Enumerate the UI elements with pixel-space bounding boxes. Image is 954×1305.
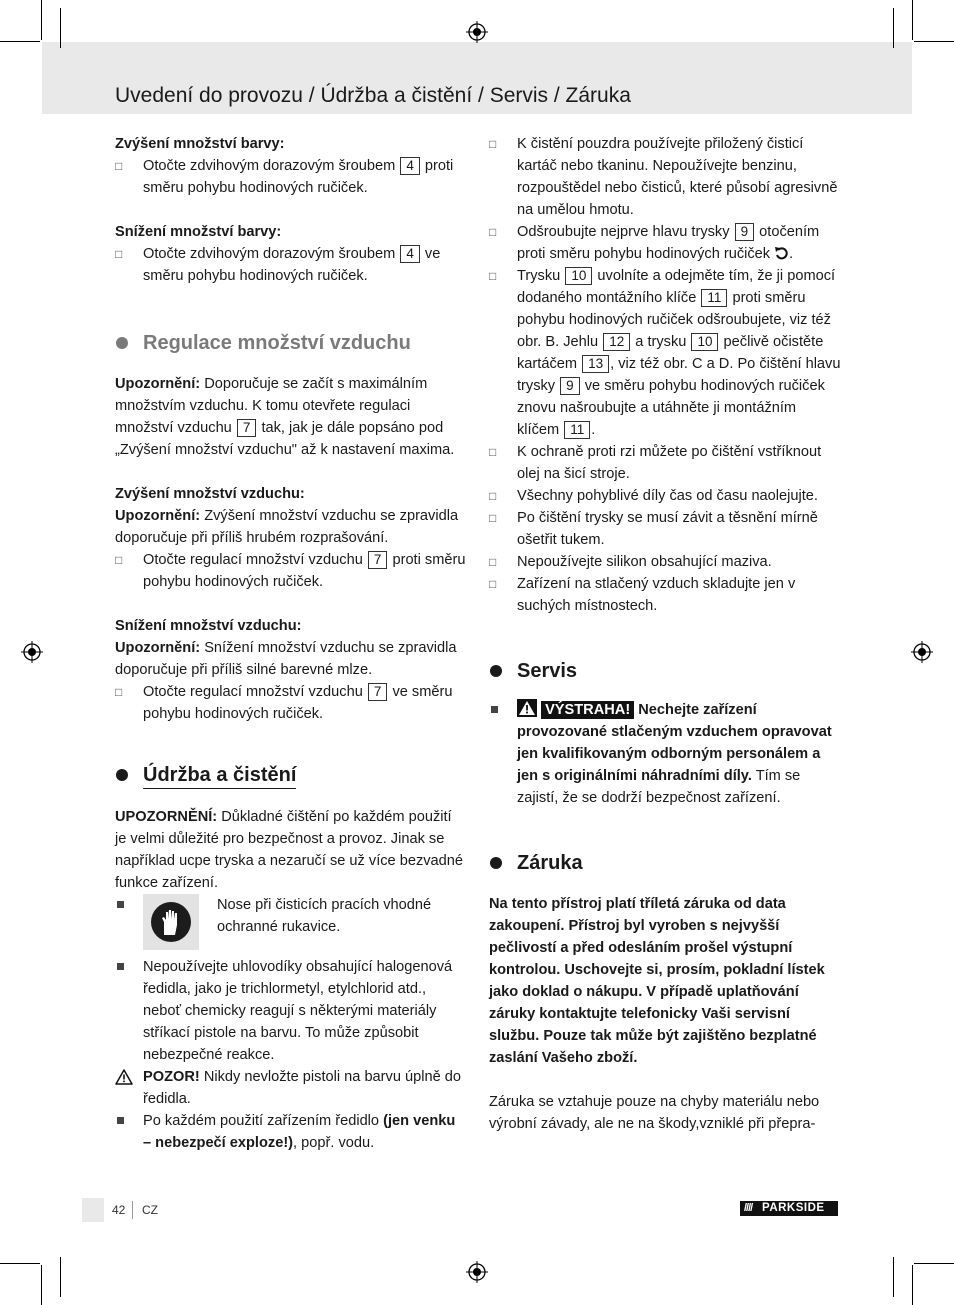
crop-mark: [41, 0, 42, 40]
checkbox-bullet-icon: □: [489, 511, 497, 525]
list-item-text: K čistění pouzdra používejte přiložený čisticí kartáč nebo tkaninu. Nepoužívejte benzinu, rozpouštědel nebo čisticů, které působí agresivně na umělou hmotu.: [517, 136, 838, 218]
paragraph: [115, 806, 467, 894]
crop-mark: [41, 1265, 42, 1305]
warning-badge: VÝSTRAHA!: [541, 701, 634, 719]
square-bullet-icon: [117, 1117, 124, 1124]
part-reference: 11: [701, 289, 727, 307]
list-item-text: otočením proti směru pohybu hodinových ručiček: [517, 224, 820, 262]
list-item: [489, 485, 841, 507]
list-item-text: ve směru pohybu hodinových ručiček znovu našroubujte a utáhněte ji montážním klíčem: [517, 378, 825, 438]
paragraph-text: Snížení množství vzduchu se zpravidla doporučuje při příliš silné barevné mlze.: [115, 640, 457, 678]
part-reference: 10: [691, 333, 718, 351]
list-item-text: ve směru pohybu hodinových ručiček.: [143, 246, 441, 284]
list-item-warning: [489, 699, 841, 809]
registration-mark-icon: [21, 641, 43, 663]
list-item: [489, 221, 841, 265]
crop-mark: [60, 8, 61, 48]
list-item: [115, 1110, 467, 1154]
list-item: [115, 155, 467, 199]
language-code: CZ: [142, 1203, 158, 1217]
checkbox-bullet-icon: □: [115, 553, 123, 567]
list-item-text: proti směru pohybu hodinových ručiček.: [143, 552, 466, 590]
list-item-text: Nose při čisticích pracích vhodné ochranné rukavice.: [217, 897, 432, 935]
paragraph: [115, 505, 467, 549]
note-label: UPOZORNĚNÍ:: [115, 809, 218, 825]
list-item-text: Zařízení na stlačený vzduch skladujte jen v suchých místnostech.: [517, 576, 796, 614]
checkbox-bullet-icon: □: [489, 445, 497, 459]
list-item-text: Nepoužívejte silikon obsahující maziva.: [517, 554, 772, 570]
crop-mark: [912, 1265, 913, 1305]
list-item: [489, 551, 841, 573]
list-item-text: K ochraně proti rzi můžete po čištění vstříknout olej na šicí stroje.: [517, 444, 822, 482]
part-reference: 9: [735, 223, 755, 241]
warranty-paragraph: Na tento přístroj platí tříletá záruka od data zakoupení. Přístroj byl vyroben s nejvyšší pečlivostí a před odesláním prošel výstupní kontrolou. Uschovejte si, prosím, pokladní lístek jako doklad o nákupu. V případě uplatňování záruky kontaktujte telefonicky Vaši servisní službu. Pouze tak může být zajištěno bezplatné zaslání Vašeho zboží.: [489, 896, 825, 1066]
checkbox-bullet-icon: □: [489, 555, 497, 569]
crop-mark: [914, 41, 954, 42]
crop-mark: [893, 8, 894, 48]
section-title-text: Záruka: [517, 852, 583, 874]
page-title: Uvedení do provozu / Údržba a čistění / Servis / Záruka: [115, 84, 631, 107]
section-title-warranty: [489, 849, 841, 877]
paragraph: [115, 637, 467, 681]
checkbox-bullet-icon: □: [115, 247, 123, 261]
list-item-text: Po každém použití zařízením ředidlo: [143, 1113, 380, 1129]
warning-text-bold: Nechejte zařízení provozované stlačeným vzduchem opravovat jen kvalifikovaným odborným personálem a jen s originálními náhradními díly.: [517, 702, 832, 784]
list-item-text: Nikdy nevložte pistoli na barvu úplně do ředidla.: [143, 1069, 461, 1107]
list-item-text: Otočte regulací množství vzduchu: [143, 684, 363, 700]
brand-name: PARKSIDE: [762, 1202, 825, 1214]
list-item-text: proti směru pohybu hodinových ručiček odšroubujete, viz též obr. B. Jehlu: [517, 290, 831, 350]
left-column: [115, 133, 467, 1154]
checkbox-bullet-icon: □: [115, 685, 123, 699]
checkbox-bullet-icon: □: [489, 489, 497, 503]
part-reference: 13: [582, 355, 609, 373]
part-reference: 7: [368, 551, 388, 569]
section-bullet-icon: [116, 769, 128, 781]
list-item-text: , viz též obr. C a D. Po čištění hlavu trysky: [517, 356, 841, 394]
part-reference: 11: [564, 421, 590, 439]
list-item-text: .: [591, 422, 596, 438]
paragraph-text: Důkladné čištění po každém použití je velmi důležité pro bezpečnost a provoz. Jinak se například ucpe tryska a nezaručí se už více bezvadné funkce zařízení.: [115, 809, 464, 891]
warning-triangle-icon: [517, 699, 537, 717]
list-item-text: Trysku: [517, 268, 561, 284]
part-reference: 9: [560, 377, 580, 395]
section-bullet-icon: [116, 337, 128, 349]
list-item: [489, 507, 841, 551]
paragraph-text: Zvýšení množství vzduchu se zpravidla doporučuje při příliš hrubém rozprašování.: [115, 508, 459, 546]
paragraph: Záruka se vztahuje pouze na chyby materiálu nebo výrobní závady, ale ne na škody,vzniklé při přepra-: [489, 1094, 820, 1132]
paragraph-text: tak, jak je dále popsáno pod „Zvýšení množství vzduchu" až k nastavení maxima.: [115, 420, 455, 458]
page-number: 42: [112, 1203, 126, 1217]
paragraph-text: Doporučuje se začít s maximálním množstvím vzduchu. K tomu otevřete regulaci množství vzduchu: [115, 376, 428, 436]
section-bullet-icon: [490, 857, 502, 869]
checkbox-bullet-icon: □: [489, 269, 497, 283]
caution-label: POZOR!: [143, 1069, 200, 1085]
list-item-gloves: [115, 894, 467, 956]
rotate-counterclockwise-icon: [774, 246, 789, 260]
list-item-text: Všechny pohyblivé díly čas od času naolejujte.: [517, 488, 818, 504]
section-title-service: [489, 657, 841, 685]
list-item-text: Otočte regulací množství vzduchu: [143, 552, 363, 568]
list-item-emphasis: (jen venku – nebezpečí exploze!): [143, 1113, 456, 1151]
right-column: [489, 133, 841, 1135]
subheading-decrease-air: Snížení množství vzduchu:: [115, 618, 302, 634]
paragraph: [115, 373, 467, 461]
crop-mark: [893, 1257, 894, 1297]
part-reference: 10: [565, 267, 592, 285]
section-title-maintenance: [115, 761, 467, 789]
brand-logo: [740, 1201, 838, 1216]
square-bullet-icon: [117, 901, 124, 908]
list-item-text: ve směru pohybu hodinových ručiček.: [143, 684, 453, 722]
list-item-text: Tím se zajistí, že se dodrží bezpečnost zařízení.: [517, 768, 801, 806]
checkbox-bullet-icon: □: [489, 137, 497, 151]
part-reference: 7: [368, 683, 388, 701]
list-item: [115, 549, 467, 593]
note-label: Upozornění:: [115, 376, 201, 392]
section-title-text: Údržba a čistění: [143, 764, 296, 789]
part-reference: 4: [400, 245, 420, 263]
list-item: [489, 265, 841, 441]
list-item-text: , popř. vodu.: [293, 1135, 375, 1151]
crop-mark: [0, 1263, 40, 1264]
checkbox-bullet-icon: □: [489, 225, 497, 239]
section-title-text: Servis: [517, 660, 578, 682]
list-item: [489, 441, 841, 485]
crop-mark: [914, 1263, 954, 1264]
list-item-text: Odšroubujte nejprve hlavu trysky: [517, 224, 730, 240]
list-item-text: Otočte zdvihovým dorazovým šroubem: [143, 158, 396, 174]
list-item-text: a trysku: [635, 334, 687, 350]
registration-mark-icon: [911, 641, 933, 663]
crop-mark: [60, 1257, 61, 1297]
list-item: [115, 243, 467, 287]
list-item: [489, 133, 841, 221]
list-item-text: proti směru pohybu hodinových ručiček.: [143, 158, 454, 196]
list-item: [115, 681, 467, 725]
crop-mark: [0, 41, 40, 42]
footer-tab: [82, 1198, 104, 1222]
list-item: [115, 956, 467, 1066]
list-item-text: Nepoužívejte uhlovodíky obsahující halogenová ředidla, jako je trichlormetyl, etylchlorid atd., neboť chemicky reagují s některými materiály stříkací pistole na barvu. To může způsobit nebezpečné reakce.: [143, 959, 453, 1063]
subheading-increase-paint: Zvýšení množství barvy:: [115, 136, 285, 152]
checkbox-bullet-icon: □: [115, 159, 123, 173]
square-bullet-icon: [491, 706, 498, 713]
protective-gloves-icon: [143, 894, 199, 950]
section-bullet-icon: [490, 665, 502, 677]
crop-mark: [912, 0, 913, 40]
subheading-decrease-paint: Snížení množství barvy:: [115, 224, 282, 240]
checkbox-bullet-icon: □: [489, 577, 497, 591]
list-item-caution: [115, 1066, 467, 1110]
list-item-text: Po čištění trysky se musí závit a těsnění mírně ošetřit tukem.: [517, 510, 818, 548]
square-bullet-icon: [117, 963, 124, 970]
brand-stripes: ////: [744, 1202, 753, 1214]
list-item: [489, 573, 841, 617]
list-item-text: Otočte zdvihovým dorazovým šroubem: [143, 246, 396, 262]
section-title-air-regulation: [115, 329, 467, 357]
footer-divider: [132, 1201, 133, 1219]
registration-mark-icon: [466, 1261, 488, 1283]
registration-mark-icon: [466, 21, 488, 43]
subheading-increase-air: Zvýšení množství vzduchu:: [115, 486, 305, 502]
section-title-text: Regulace množství vzduchu: [143, 332, 411, 354]
note-label: Upozornění:: [115, 640, 201, 656]
part-reference: 4: [400, 157, 420, 175]
list-item-text: uvolníte a odejměte tím, že ji pomocí dodaného montážního klíče: [517, 268, 836, 306]
part-reference: 7: [237, 419, 257, 437]
part-reference: 12: [603, 333, 630, 351]
list-item-text: .: [789, 246, 794, 262]
note-label: Upozornění:: [115, 508, 201, 524]
list-item-text: pečlivě očistěte kartáčem: [517, 334, 824, 372]
warning-triangle-icon: [115, 1069, 133, 1085]
